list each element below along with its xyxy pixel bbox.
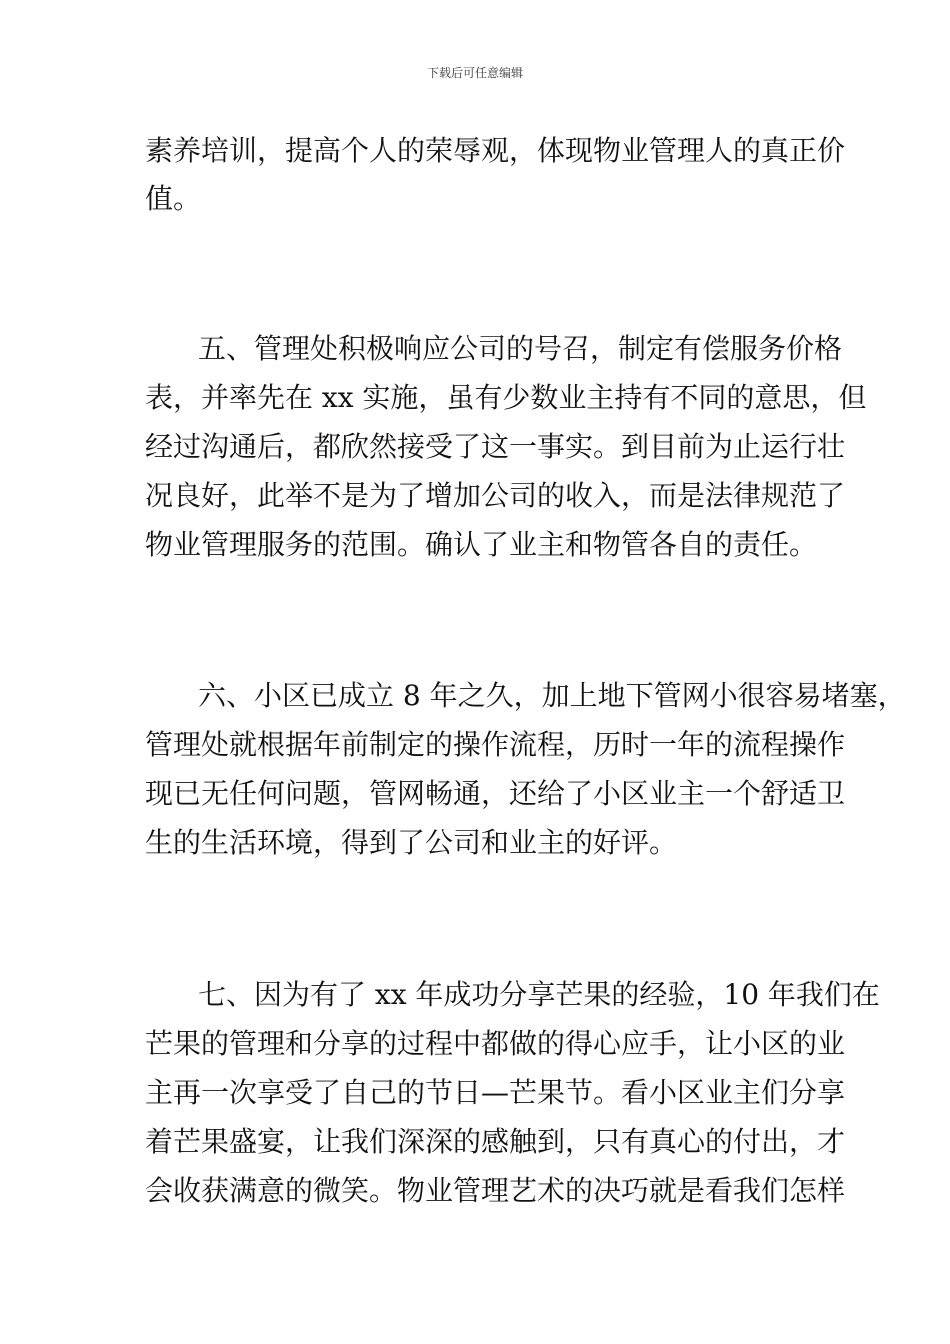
page-header: 下载后可任意编辑 [426,66,523,80]
text-line: 况良好，此举不是为了增加公司的收入，而是法律规范了 [145,479,846,512]
text-line: 经过沟通后，都欣然接受了这一事实。到目前为止运行壮 [145,430,846,463]
text-line: 现已无任何问题，管网畅通，还给了小区业主一个舒适卫 [145,777,846,810]
text-line: 管理处就根据年前制定的操作流程，历时一年的流程操作 [145,728,846,761]
text-line: 物业管理服务的范围。确认了业主和物管各自的责任。 [145,528,818,561]
text-line: 七、因为有了 xx 年成功分享芒果的经验，10 年我们在 [198,978,880,1011]
text-line: 着芒果盛宴，让我们深深的感触到，只有真心的付出，才 [145,1125,846,1158]
text-line: 值。 [145,182,202,215]
text-line: 生的生活环境，得到了公司和业主的好评。 [145,826,678,859]
text-line: 芒果的管理和分享的过程中都做的得心应手，让小区的业 [145,1027,846,1060]
text-line: 主再一次享受了自己的节日—芒果节。看小区业主们分享 [145,1076,846,1109]
text-line: 五、管理处积极响应公司的号召，制定有偿服务价格 [198,332,843,365]
text-line: 表，并率先在 xx 实施，虽有少数业主持有不同的意思，但 [145,381,867,414]
text-line: 六、小区已成立 8 年之久，加上地下管网小很容易堵塞， [198,679,906,712]
text-line: 会收获满意的微笑。物业管理艺术的决巧就是看我们怎样 [145,1174,846,1207]
text-line: 素养培训，提高个人的荣辱观，体现物业管理人的真正价 [145,134,846,167]
